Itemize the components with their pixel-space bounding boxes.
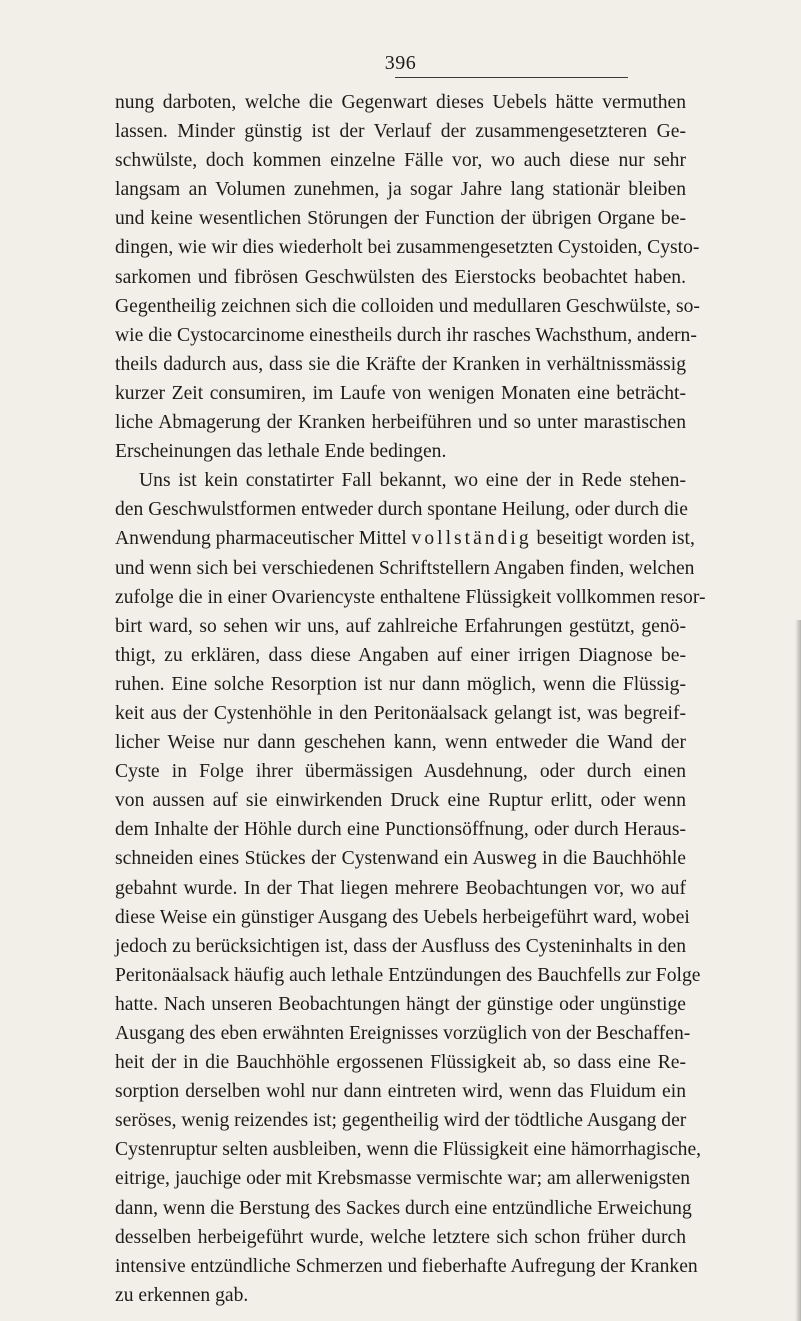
- text-line: intensive entzündliche Schmerzen und fieberhafte Aufregung der Kranken: [115, 1255, 698, 1277]
- text-line: von aussen auf sie einwirkenden Druck eine Ruptur erlitt, oder wenn: [115, 790, 686, 812]
- text-line: schneiden eines Stückes der Cystenwand ein Ausweg in die Bauchhöhle: [115, 848, 686, 870]
- text-line: sarkomen und fibrösen Geschwülsten des Eierstocks beobachtet haben.: [115, 266, 686, 288]
- text-line: Cyste in Folge ihrer übermässigen Ausdehnung, oder durch einen: [115, 761, 686, 783]
- text-fragment: beseitigt worden ist,: [531, 528, 695, 550]
- page-edge-shadow: [795, 620, 801, 1321]
- text-line: birt ward, so sehen wir uns, auf zahlreiche Erfahrungen gestützt, genö-: [115, 615, 686, 637]
- text-line: dem Inhalte der Höhle durch eine Punctionsöffnung, oder durch Heraus-: [115, 819, 686, 841]
- text-line: Cystenruptur selten ausbleiben, wenn die Flüssigkeit eine hämorrhagische,: [115, 1139, 702, 1161]
- text-line: eitrige, jauchige oder mit Krebsmasse vermischte war; am allerwenigsten: [115, 1168, 691, 1190]
- text-line: thigt, zu erklären, dass diese Angaben auf einer irrigen Diagnose be-: [115, 644, 686, 666]
- text-line: wie die Cystocarcinome einestheils durch ihr rasches Wachsthum, andern-: [115, 324, 697, 346]
- text-line: gebahnt wurde. In der That liegen mehrere Beobachtungen vor, wo auf: [115, 877, 686, 899]
- text-line: desselben herbeigeführt wurde, welche letztere sich schon früher durch: [115, 1226, 686, 1248]
- text-line: licher Weise nur dann geschehen kann, wenn entweder die Wand der: [115, 732, 686, 754]
- text-line: dingen, wie wir dies wiederholt bei zusammengesetzten Cystoiden, Cysto-: [115, 237, 700, 259]
- text-line: Peritonäalsack häufig auch lethale Entzündungen des Bauchfells zur Folge: [115, 964, 701, 986]
- text-line: zu erkennen gab.: [115, 1284, 249, 1306]
- body-text: [115, 88, 706, 1310]
- emphasized-word: vollständig: [411, 528, 532, 550]
- text-line: jedoch zu berücksichtigen ist, dass der Ausfluss des Cysteninhalts in den: [115, 935, 686, 957]
- text-line: Gegentheilig zeichnen sich die colloiden und medullaren Geschwülste, so-: [115, 295, 700, 317]
- text-line: zufolge die in einer Ovariencyste enthaltene Flüssigkeit vollkommen resor-: [115, 586, 706, 608]
- text-line: keit aus der Cystenhöhle in den Peritonäalsack gelangt ist, was begreif-: [115, 702, 686, 724]
- text-line: und wenn sich bei verschiedenen Schriftstellern Angaben finden, welchen: [115, 557, 695, 579]
- text-line: und keine wesentlichen Störungen der Function der übrigen Organe be-: [115, 208, 686, 230]
- page-number: 396: [384, 52, 417, 74]
- text-line: [115, 524, 695, 553]
- text-line: lassen. Minder günstig ist der Verlauf der zusammengesetzteren Ge-: [115, 121, 686, 143]
- text-line: hatte. Nach unseren Beobachtungen hängt der günstige oder ungünstige: [115, 993, 686, 1015]
- text-line: seröses, wenig reizendes ist; gegentheilig wird der tödtliche Ausgang der: [115, 1110, 687, 1132]
- text-line: Uns ist kein constatirter Fall bekannt, wo eine der in Rede stehen-: [139, 470, 686, 492]
- text-line: nung darboten, welche die Gegenwart dieses Uebels hätte vermuthen: [115, 92, 686, 113]
- text-line: diese Weise ein günstiger Ausgang des Uebels herbeigeführt ward, wobei: [115, 906, 690, 928]
- text-line: den Geschwulstformen entweder durch spontane Heilung, oder durch die: [115, 499, 688, 521]
- text-line: dann, wenn die Berstung des Sackes durch eine entzündliche Erweichung: [115, 1197, 692, 1219]
- text-fragment: Anwendung pharmaceutischer Mittel: [115, 528, 412, 550]
- page-number-rule: [395, 77, 628, 78]
- text-line: heit der in die Bauchhöhle ergossenen Flüssigkeit ab, so dass eine Re-: [115, 1052, 686, 1074]
- text-line: theils dadurch aus, dass sie die Kräfte der Kranken in verhältnissmässig: [115, 353, 686, 375]
- text-line: schwülste, doch kommen einzelne Fälle vor, wo auch diese nur sehr: [115, 150, 686, 172]
- text-line: sorption derselben wohl nur dann eintreten wird, wenn das Fluidum ein: [115, 1081, 686, 1103]
- text-line: liche Abmagerung der Kranken herbeiführen und so unter marastischen: [115, 412, 686, 434]
- text-line: Ausgang des eben erwähnten Ereignisses vorzüglich von der Beschaffen-: [115, 1023, 691, 1044]
- text-line: kurzer Zeit consumiren, im Laufe von wenigen Monaten eine beträcht-: [115, 382, 686, 404]
- text-line: langsam an Volumen zunehmen, ja sogar Jahre lang stationär bleiben: [115, 179, 686, 201]
- text-line: ruhen. Eine solche Resorption ist nur dann möglich, wenn die Flüssig-: [115, 673, 686, 695]
- text-line: Erscheinungen das lethale Ende bedingen.: [115, 441, 447, 463]
